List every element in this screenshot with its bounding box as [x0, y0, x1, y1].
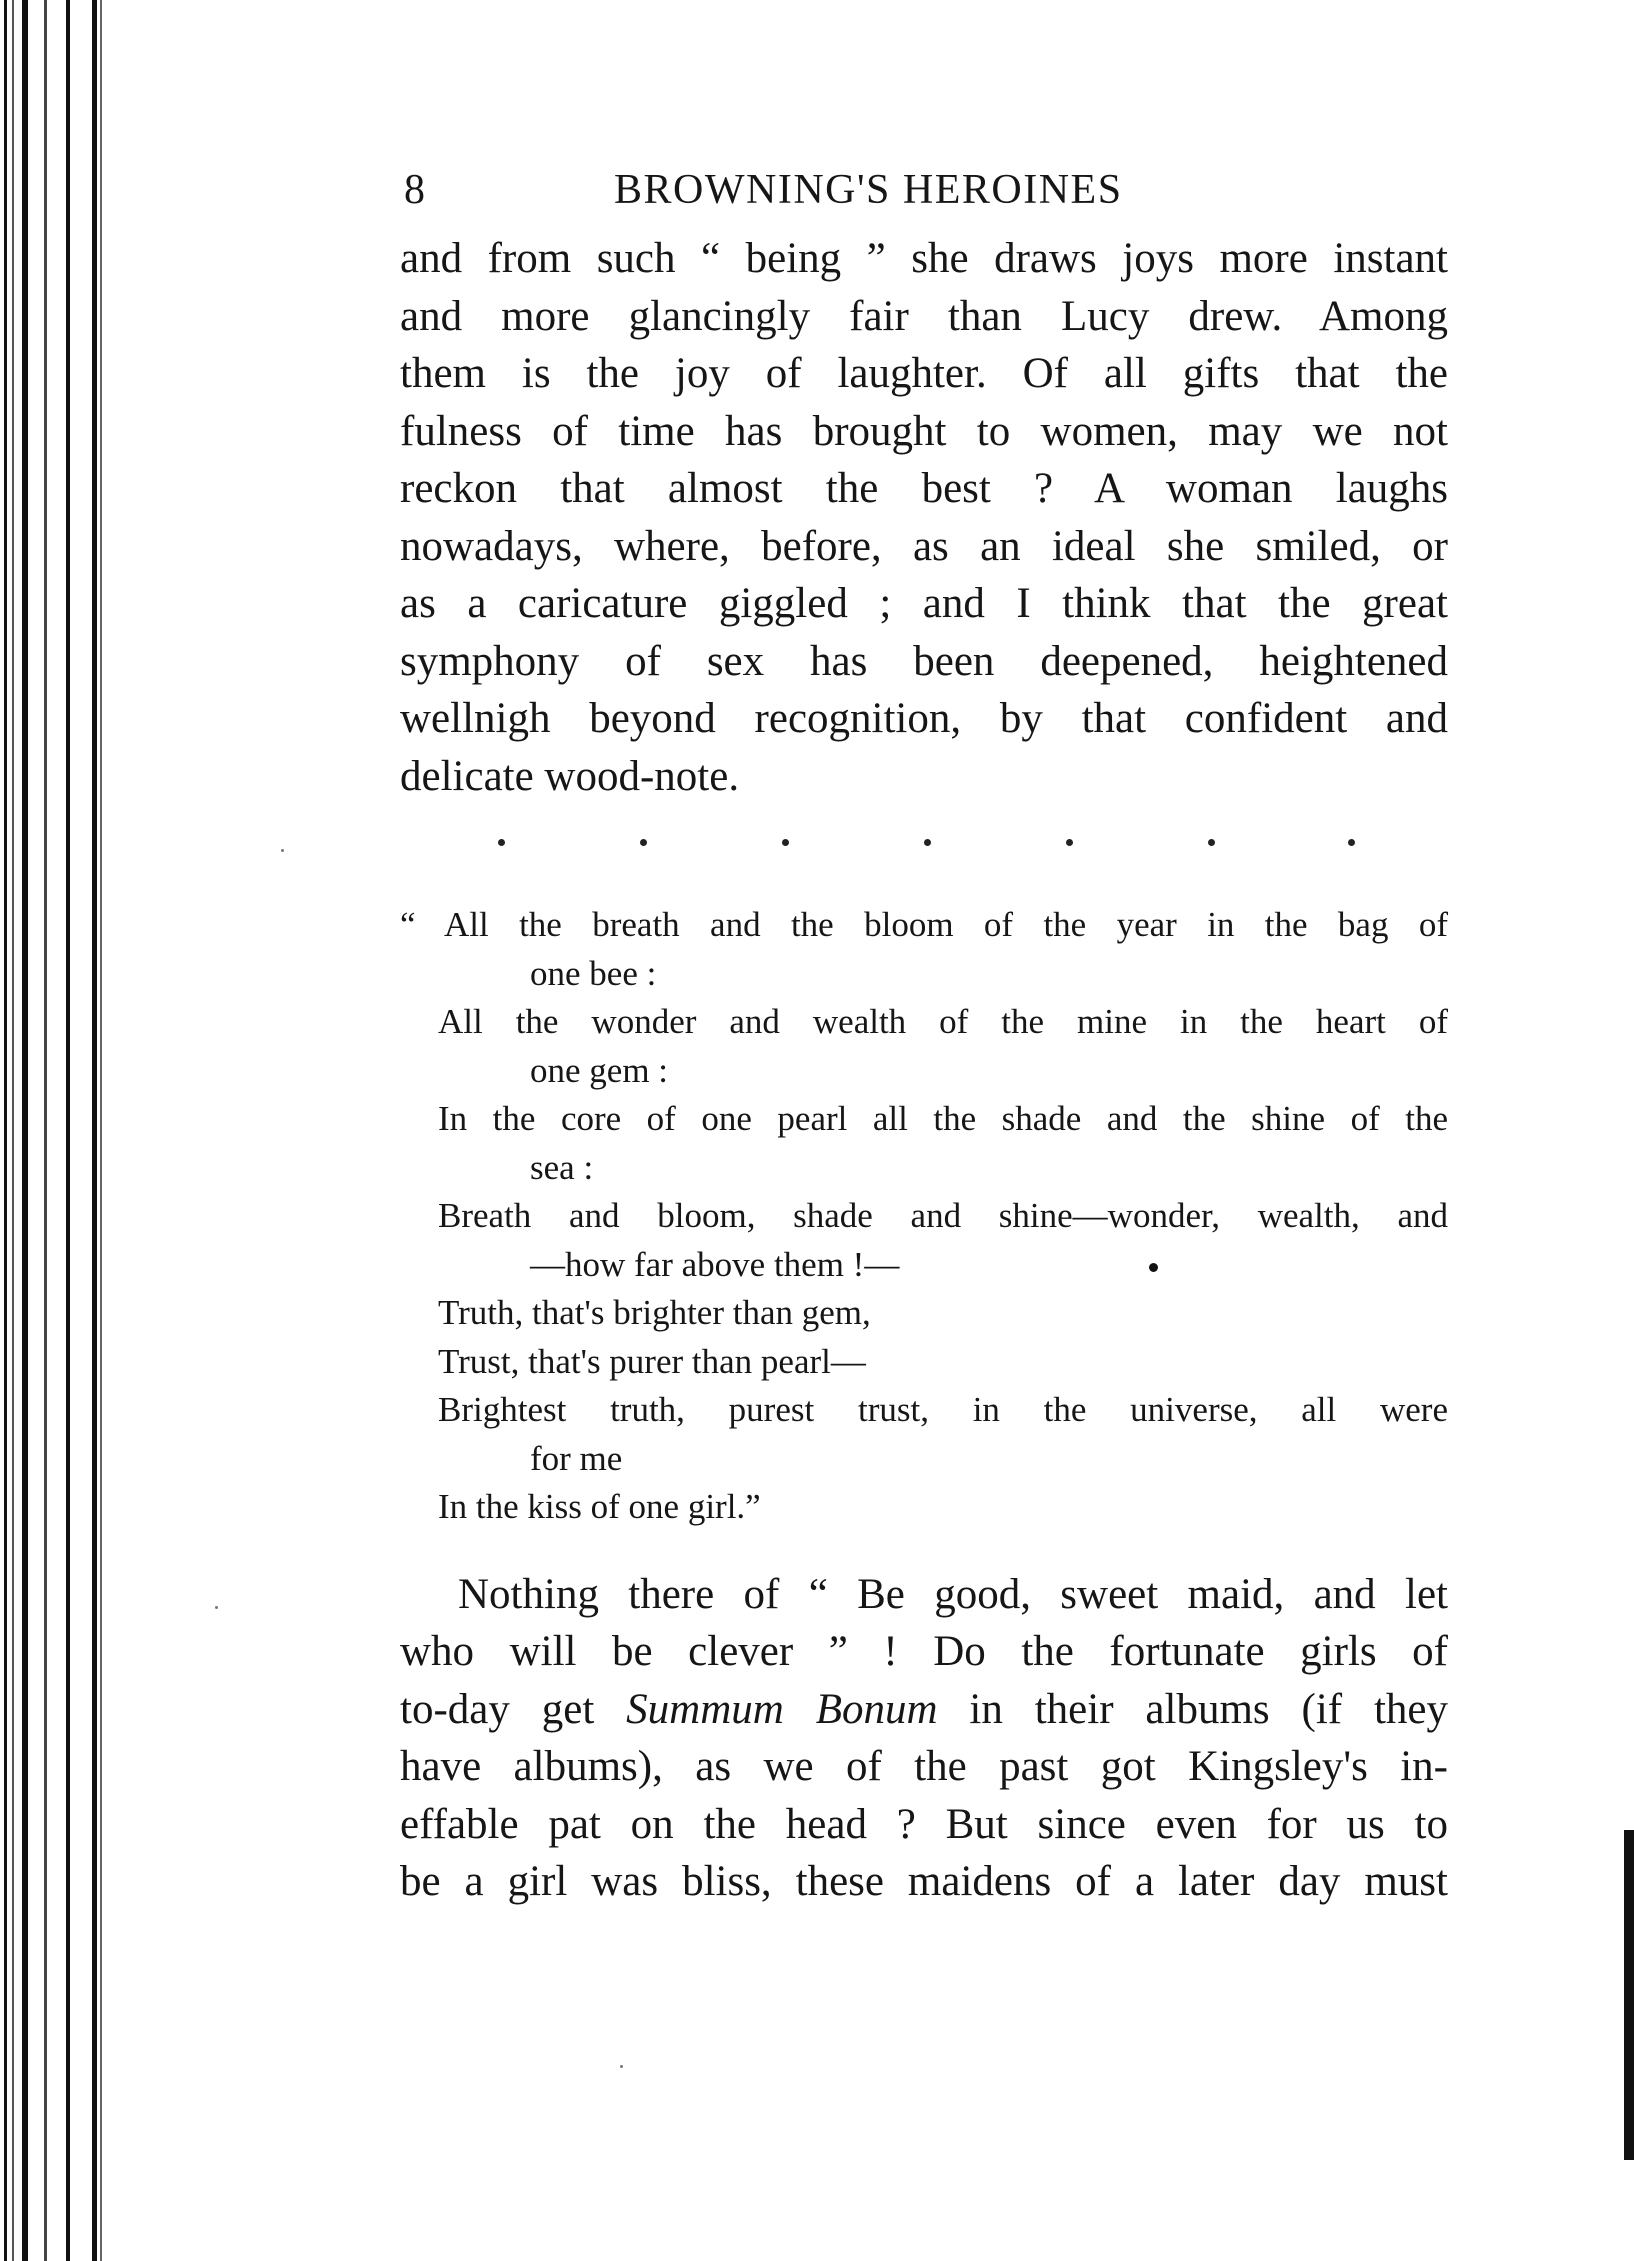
- right-page-edge: [1624, 1830, 1634, 2160]
- text-line: reckon that almost the best ? A woman laughs: [400, 465, 1448, 512]
- text-line: be a girl was bliss, these maidens of a later day must: [400, 1858, 1448, 1905]
- separator-dot: [640, 839, 647, 846]
- separator-dot: [782, 839, 789, 846]
- poem-line: sea :: [530, 1147, 594, 1187]
- text-line: wellnigh beyond recognition, by that confident and: [400, 695, 1448, 742]
- text-line: who will be clever ” ! Do the fortunate girls of: [400, 1628, 1448, 1675]
- page-number: 8: [404, 167, 426, 213]
- book-page: [400, 160, 1448, 1911]
- poem-line: Breath and bloom, shade and shine—wonder, wealth, and: [438, 1196, 1448, 1235]
- book-binding-edge: [0, 0, 120, 2261]
- poem-line: “ All the breath and the bloom of the year in the bag of: [400, 905, 1448, 944]
- text-line: nowadays, where, before, as an ideal she smiled, or: [400, 522, 1448, 570]
- poem-line: one gem :: [530, 1050, 669, 1090]
- text-segment: in their albums (if they: [937, 1685, 1449, 1733]
- running-title: BROWNING'S HEROINES: [614, 167, 1123, 213]
- poem-line: one bee :: [530, 953, 657, 993]
- paper-speck: [215, 1606, 218, 1609]
- italic-title: Summum Bonum: [626, 1685, 938, 1733]
- ink-mark: [1149, 1263, 1158, 1272]
- separator-dot: [1348, 839, 1355, 846]
- paragraph-1: [400, 230, 1448, 805]
- text-line: Nothing there of “ Be good, sweet maid, and let: [458, 1570, 1448, 1618]
- poem-line: Brightest truth, purest trust, in the universe, all were: [438, 1390, 1448, 1429]
- text-segment: to-day get: [400, 1685, 627, 1733]
- poem-line: In the core of one pearl all the shade and the shine of the: [438, 1099, 1448, 1138]
- text-line: [400, 1681, 1448, 1739]
- separator-dot: [1208, 839, 1215, 846]
- poem-line: for me: [530, 1438, 623, 1478]
- text-line: symphony of sex has been deepened, heightened: [400, 637, 1448, 685]
- poem-line: In the kiss of one girl.”: [438, 1487, 761, 1526]
- paper-speck: [620, 2065, 623, 2068]
- separator-dot: [924, 839, 931, 846]
- separator-dot: [1066, 839, 1073, 846]
- text-line: delicate wood-note.: [400, 752, 740, 800]
- paper-speck: [281, 849, 284, 852]
- poem-line: All the wonder and wealth of the mine in the heart of: [438, 1002, 1448, 1041]
- text-line: have albums), as we of the past got Kingsley's in-: [400, 1743, 1448, 1790]
- poem-line-text: —how far above them !—: [530, 1244, 900, 1284]
- poem-line: Truth, that's brighter than gem,: [438, 1293, 871, 1332]
- poem-line: [400, 1241, 1448, 1290]
- poem-line: Trust, that's purer than pearl—: [438, 1341, 866, 1381]
- paragraph-2: [400, 1566, 1448, 1911]
- ellipsis-separator: [400, 805, 1448, 895]
- separator-dot: [498, 839, 505, 846]
- text-line: them is the joy of laughter. Of all gifts that the: [400, 350, 1448, 397]
- text-line: and more glancingly fair than Lucy drew. Among: [400, 292, 1448, 340]
- text-line: fulness of time has brought to women, may we not: [400, 407, 1448, 455]
- text-line: effable pat on the head ? But since even for us to: [400, 1800, 1448, 1848]
- running-head: [400, 160, 1448, 220]
- text-line: and from such “ being ” she draws joys more instant: [400, 235, 1448, 282]
- text-line: as a caricature giggled ; and I think that the great: [400, 580, 1448, 627]
- poem-quotation: [400, 901, 1448, 1532]
